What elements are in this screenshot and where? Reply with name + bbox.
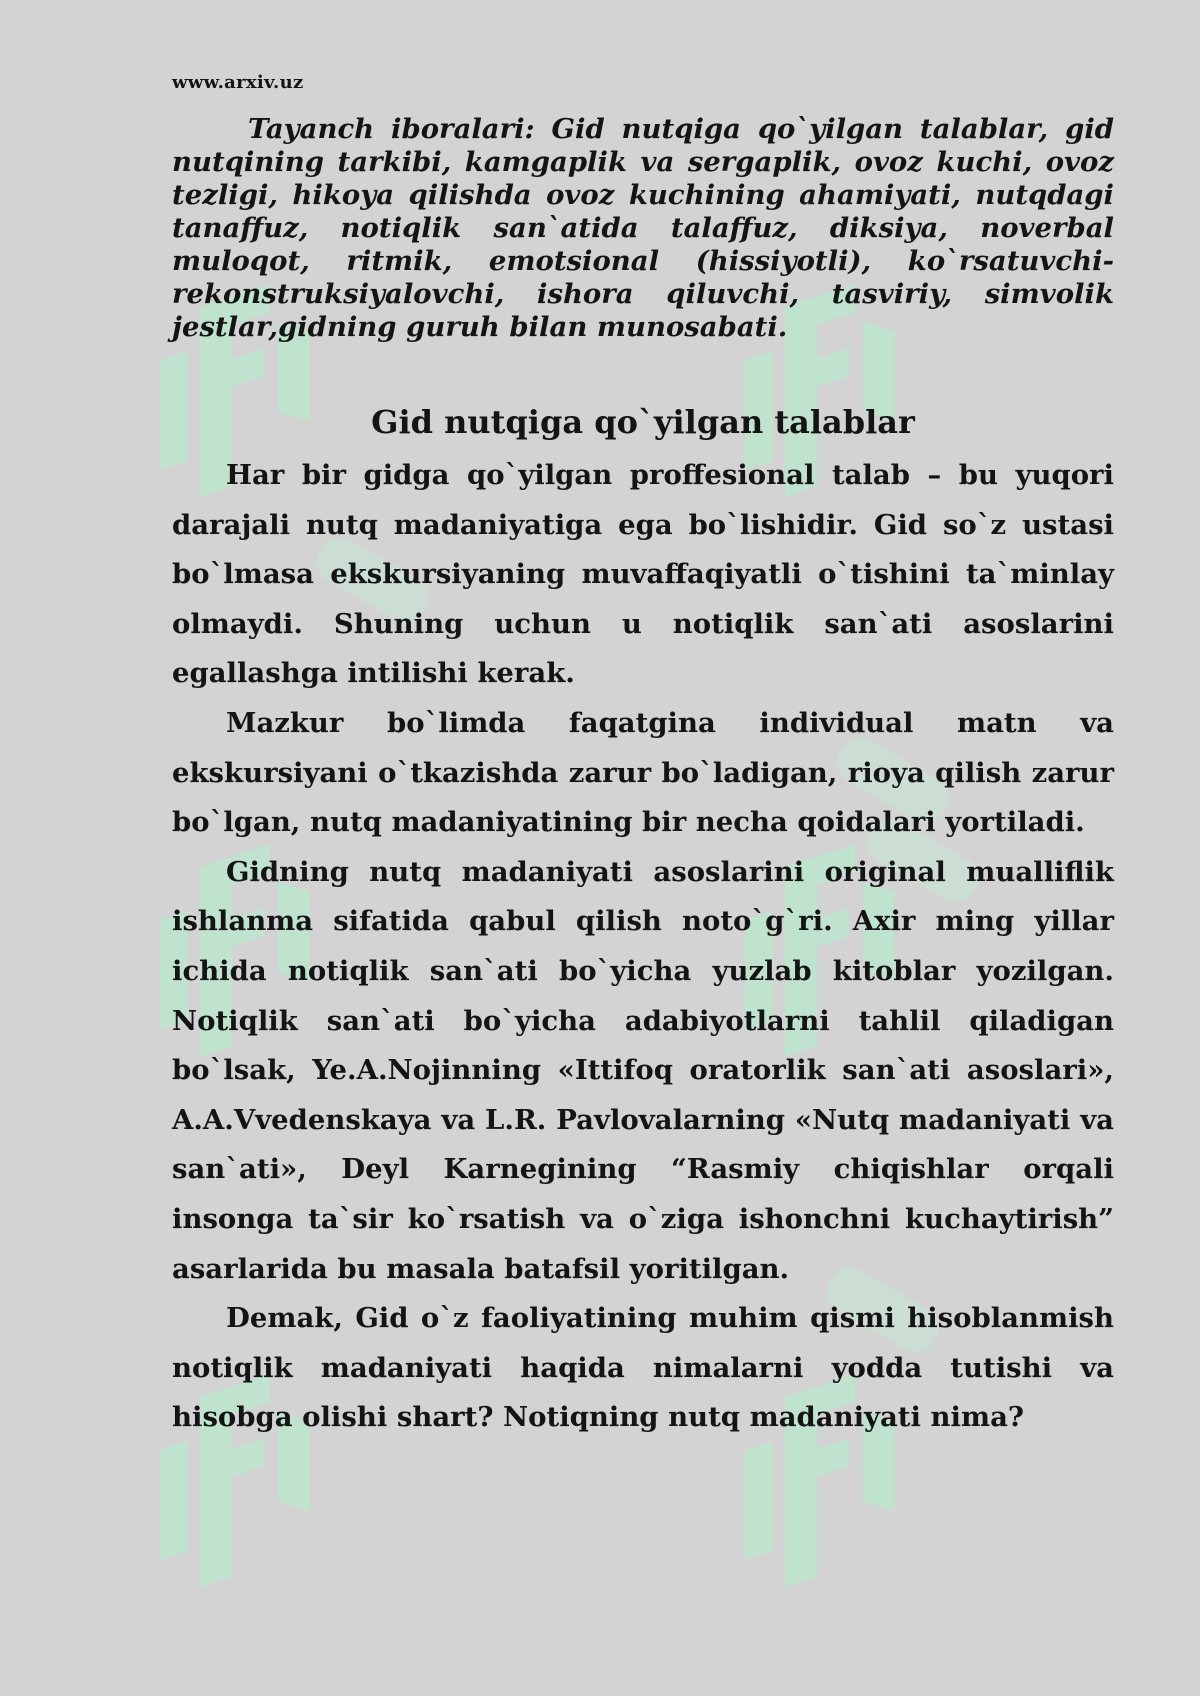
paragraph: Demak, Gid o`z faoliyatining muhim qismi hisoblanmish notiqlik madaniyati haqida nimalarni yodda tutishi va hisobga olishi shart? Notiqning nutq madaniyati nima? <box>172 1302 1114 1434</box>
paragraph: Gidning nutq madaniyati asoslarini original mualliflik ishlanma sifatida qabul qilish noto`g`ri. Axir ming yillar ichida notiqlik san`ati bo`yicha yuzlab kitoblar yozilgan. Notiqlik san`ati bo`yicha adabiyotlarni tahlil qiladigan bo`lsak, Ye.A.Nojinning «Ittifoq oratorlik san`ati asoslari», A.A.Vvedenskaya va L.R. Pavlovalarning «Nutq madaniyati va san`ati», Deyl Karnegining “Rasmiy chiqishlar orqali insonga ta`sir ko`rsatish va o`ziga ishonchni kuchaytirish” asarlarida bu masala batafsil yoritilgan. <box>172 855 1114 1285</box>
source-url: www.arxiv.uz <box>172 72 304 93</box>
section-heading: Gid nutqiga qo`yilgan talablar <box>371 403 915 441</box>
keywords-paragraph: Tayanch iboralari: Gid nutqiga qo`yilgan talablar, gid nutqining tarkibi, kamgaplik va sergaplik, ovoz kuchi, ovoz tezligi, hikoya qilishda ovoz kuchining ahamiyati, nutqdagi tanaffuz, notiqlik san`atida talaffuz, diksiya, noverbal muloqot, ritmik, emotsional (hissiyotli), ko`rsatuvchi- rekonstruksiyalovchi, ishora qiluvchi, tasviriy, simvolik jestlar,gidning guruh bilan munosabati. <box>172 113 1114 343</box>
body-text <box>172 451 1114 1443</box>
paragraph: Mazkur bo`limda faqatgina individual matn va ekskursiyani o`tkazishda zarur bo`ladigan, rioya qilish zarur bo`lgan, nutq madaniyatining bir necha qoidalari yortiladi. <box>172 706 1114 839</box>
paragraph: Har bir gidga qo`yilgan proffesional talab – bu yuqori darajali nutq madaniyatiga ega bo`lishidir. Gid so`z ustasi bo`lmasa ekskursiyaning muvaffaqiyatli o`tishini ta`minlay olmaydi. Shuning uchun u notiqlik san`ati asoslarini egallashga intilishi kerak. <box>172 459 1114 690</box>
